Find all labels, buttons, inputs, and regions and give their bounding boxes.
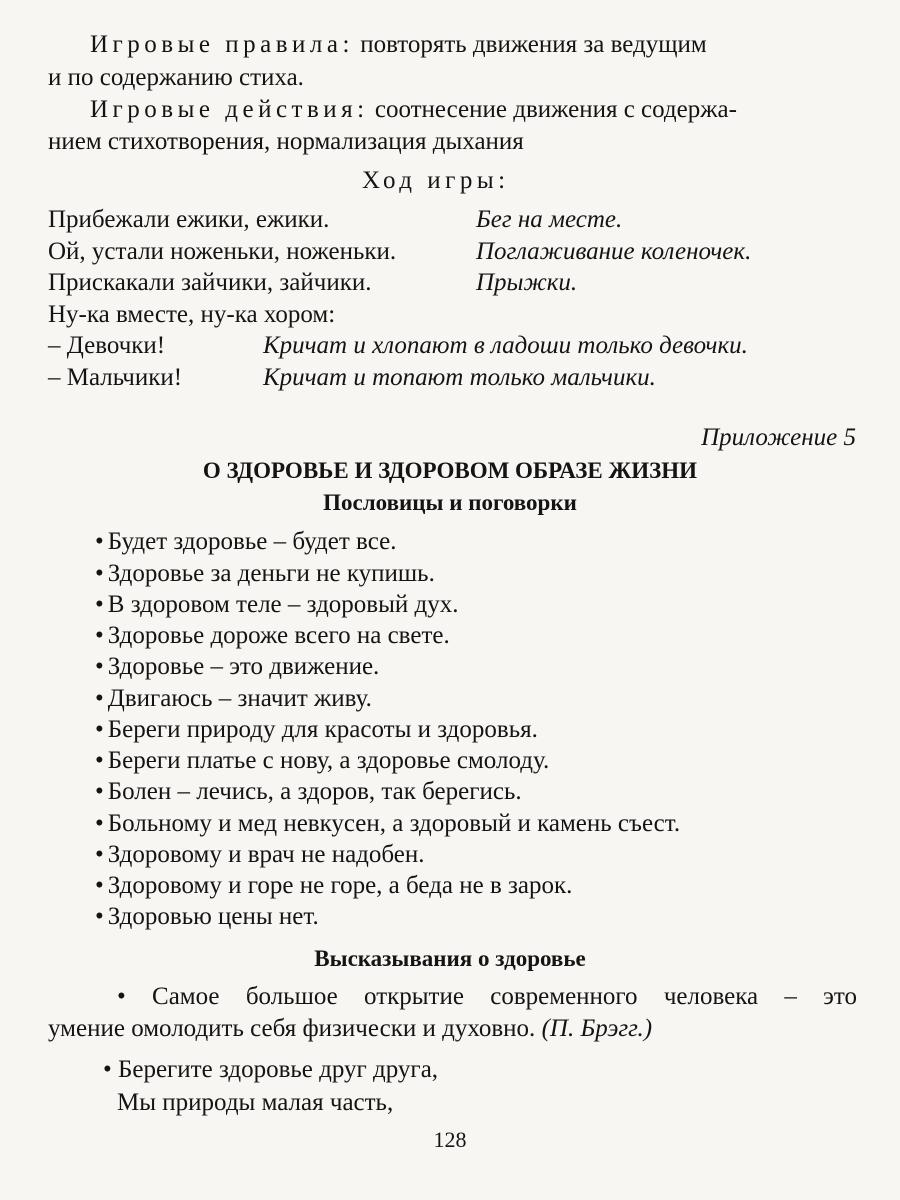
rules-line-2: и по содержанию стиха. <box>48 64 304 91</box>
actions-label: Игровые действия: <box>90 96 369 123</box>
actions-line-1 <box>90 95 737 125</box>
game-line-text: – Мальчики! <box>48 364 183 391</box>
list-item <box>95 715 538 745</box>
proverb-text: Здоровье за деньги не купишь. <box>107 560 435 587</box>
list-item <box>95 652 379 682</box>
bullet: • <box>95 841 104 868</box>
proverb-text: Здоровому и горе не горе, а беда не в зарок. <box>107 872 573 899</box>
bullet: • <box>95 747 104 774</box>
game-line-text: Прибежали ежики, ежики. <box>48 206 330 233</box>
proverb-text: Здоровью цены нет. <box>107 903 319 930</box>
game-line-text: Прискакали зайчики, зайчики. <box>48 269 372 296</box>
bullet: • <box>95 716 104 743</box>
proverb-text: Больному и мед невкусен, а здоровый и камень съест. <box>107 810 681 837</box>
actions-line-2: нием стихотворения, нормализация дыхания <box>48 128 524 155</box>
proverb-text: Береги природу для красоты и здоровья. <box>107 716 538 743</box>
proverb-text: В здоровом теле – здоровый дух. <box>107 591 459 618</box>
bullet: • <box>95 810 104 837</box>
rules-line-1 <box>90 30 707 60</box>
game-line-text: Ой, устали ноженьки, ноженьки. <box>48 238 397 265</box>
list-item <box>95 746 549 776</box>
proverb-text: Береги платье с нову, а здоровье смолоду. <box>107 747 550 774</box>
list-item <box>95 840 425 870</box>
list-item <box>95 621 450 651</box>
game-line-action: Поглаживание коленочек. <box>476 238 752 265</box>
actions-text: соотнесение движения с содержа- <box>374 96 737 123</box>
bullet: • <box>95 528 104 555</box>
game-line-text: – Девочки! <box>48 332 166 359</box>
game-line-action: Кричат и хлопают в ладоши только девочки. <box>263 332 748 359</box>
bullet: • <box>95 653 104 680</box>
game-heading: Ход игры: <box>362 167 510 194</box>
game-line-action: Бег на месте. <box>476 206 623 233</box>
quote-2-line-1: • Берегите здоровье друг друга, <box>103 1056 439 1083</box>
proverb-text: Здоровье – это движение. <box>107 653 380 680</box>
quote-1-line-2 <box>48 1014 652 1044</box>
list-item <box>95 871 572 901</box>
bullet: • <box>95 560 104 587</box>
game-line-text: Ну-ка вместе, ну-ка хором: <box>48 301 336 328</box>
bullet: • <box>95 778 104 805</box>
list-item <box>95 902 319 932</box>
game-line-action: Кричат и топают только мальчики. <box>263 364 656 391</box>
proverb-text: Будет здоровье – будет все. <box>107 528 397 555</box>
list-item <box>95 590 459 620</box>
rules-label: Игровые правила: <box>90 31 354 58</box>
list-item <box>95 559 435 589</box>
bullet: • <box>95 872 104 899</box>
proverb-text: Двигаюсь – значит живу. <box>107 685 372 712</box>
rules-text: повторять движения за ведущим <box>360 31 707 58</box>
bullet: • <box>95 685 104 712</box>
bullet: • <box>95 903 104 930</box>
list-item <box>95 684 372 714</box>
proverb-text: Здоровому и врач не надобен. <box>107 841 425 868</box>
section-subtitle: Пословицы и поговорки <box>323 490 577 515</box>
list-item <box>95 527 396 557</box>
sayings-heading: Высказывания о здоровье <box>314 946 586 971</box>
proverb-text: Болен – лечись, а здоров, так берегись. <box>107 778 522 805</box>
appendix-label: Приложение 5 <box>701 424 856 451</box>
bullet: • <box>95 622 104 649</box>
list-item <box>95 777 522 807</box>
bullet: • <box>95 591 104 618</box>
quote-1-author: (П. Брэгг.) <box>541 1015 653 1042</box>
list-item <box>95 809 680 839</box>
proverb-text: Здоровье дороже всего на свете. <box>107 622 450 649</box>
section-title: О ЗДОРОВЬЕ И ЗДОРОВОМ ОБРАЗЕ ЖИЗНИ <box>202 458 698 483</box>
game-line-action: Прыжки. <box>476 269 578 296</box>
quote-1-line-1: • Самое большое открытие современного человека – это <box>117 983 857 1010</box>
page-number: 128 <box>433 1127 467 1152</box>
quote-1-text: умение омолодить себя физически и духовно. <box>48 1015 536 1042</box>
quote-2-line-2: Мы природы малая часть, <box>117 1089 394 1116</box>
